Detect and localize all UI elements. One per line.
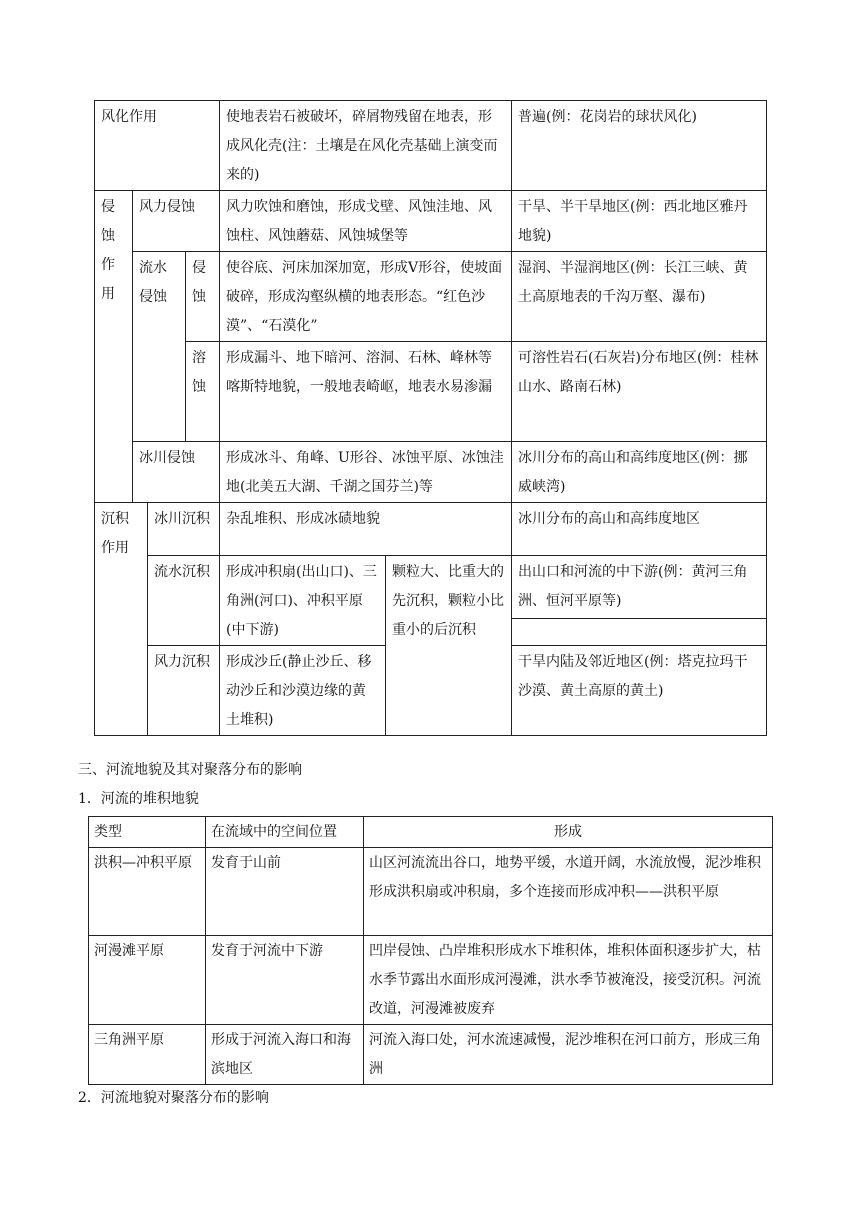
table-row <box>95 101 767 191</box>
solution-distribution: 可溶性岩石(石灰岩)分布地区(例：桂林山水、路南石林) <box>512 342 767 442</box>
solution-effect: 形成漏斗、地下暗河、溶洞、石林、峰林等喀斯特地貌，一般地表崎岖，地表水易渗漏 <box>220 342 512 442</box>
row-formation: 凹岸侵蚀、凸岸堆积形成水下堆积体，堆积体面积逐步扩大，枯水季节露出水面形成河漫滩，洪水季节被淹没，接受沉积。河流改道，河漫滩被废弃 <box>364 936 773 1025</box>
table-row <box>89 936 773 1025</box>
water-deposition-distribution: 出山口和河流的中下游(例：黄河三角洲、恒河平原等) <box>512 556 767 619</box>
glacier-deposition-label: 冰川沉积 <box>148 503 220 556</box>
section-heading: 三、河流地貌及其对聚落分布的影响 <box>78 762 302 778</box>
table-row <box>95 342 767 442</box>
water-erosion-distribution: 湿润、半湿润地区(例：长江三峡、黄土高原地表的千沟万壑、瀑布) <box>512 252 767 342</box>
wind-erosion-label: 风力侵蚀 <box>133 191 220 252</box>
table-row <box>95 252 767 342</box>
glacier-erosion-label: 冰川侵蚀 <box>133 442 220 503</box>
row-formation: 山区河流流出谷口，地势平缓，水道开阔，水流放慢，泥沙堆积形成洪积扇或冲积扇，多个连接而形成冲积——洪积平原 <box>364 848 773 936</box>
table-row <box>95 556 767 619</box>
wind-erosion-distribution: 干旱、半干旱地区(例：西北地区雅丹地貌) <box>512 191 767 252</box>
water-deposition-label: 流水沉积 <box>148 556 220 646</box>
weathering-effect: 使地表岩石被破坏，碎屑物残留在地表，形成风化壳(注：土壤是在风化壳基础上演变而来的) <box>220 101 512 191</box>
row-position: 发育于河流中下游 <box>206 936 364 1025</box>
subsection-heading-1: 1．河流的堆积地貌 <box>78 791 199 807</box>
wind-deposition-label: 风力沉积 <box>148 646 220 736</box>
header-type: 类型 <box>89 817 206 848</box>
row-type: 洪积—冲积平原 <box>89 848 206 936</box>
table-row <box>89 848 773 936</box>
glacier-erosion-distribution: 冰川分布的高山和高纬度地区(例：挪威峡湾) <box>512 442 767 503</box>
water-deposition-distribution-spacer <box>512 619 767 646</box>
subsection-heading-2: 2．河流地貌对聚落分布的影响 <box>78 1090 269 1106</box>
weathering-distribution: 普遍(例：花岗岩的球状风化) <box>512 101 767 191</box>
water-deposition-effect: 形成冲积扇(出山口)、三角洲(河口)、冲积平原(中下游) <box>220 556 386 646</box>
glacier-deposition-effect: 杂乱堆积、形成冰碛地貌 <box>220 503 512 556</box>
row-position: 发育于山前 <box>206 848 364 936</box>
wind-deposition-effect: 形成沙丘(静止沙丘、移动沙丘和沙漠边缘的黄土堆积) <box>220 646 386 736</box>
table-row <box>95 191 767 252</box>
glacier-deposition-distribution: 冰川分布的高山和高纬度地区 <box>512 503 767 556</box>
row-formation: 河流入海口处，河水流速减慢，泥沙堆积在河口前方，形成三角洲 <box>364 1025 773 1085</box>
wind-deposition-distribution: 干旱内陆及邻近地区(例：塔克拉玛干沙漠、黄土高原的黄土) <box>512 646 767 736</box>
deposition-shared-note: 颗粒大、比重大的先沉积，颗粒小比重小的后沉积 <box>386 556 512 736</box>
header-formation: 形成 <box>364 817 773 848</box>
table-header-row <box>89 817 773 848</box>
river-landforms-table <box>88 816 773 1085</box>
water-erosion-effect: 使谷底、河床加深加宽，形成V形谷，使坡面破碎，形成沟壑纵横的地表形态。“红色沙漠”、“石漠化” <box>220 252 512 342</box>
weathering-label: 风化作用 <box>95 101 220 191</box>
water-erosion-label: 流水侵蚀 <box>133 252 186 442</box>
geologic-processes-table <box>94 100 767 736</box>
table-row <box>89 1025 773 1085</box>
wind-erosion-effect: 风力吹蚀和磨蚀，形成戈壁、风蚀洼地、风蚀柱、风蚀蘑菇、风蚀城堡等 <box>220 191 512 252</box>
glacier-erosion-effect: 形成冰斗、角峰、U形谷、冰蚀平原、冰蚀洼地(北美五大湖、千湖之国芬兰)等 <box>220 442 512 503</box>
row-position: 形成于河流入海口和海滨地区 <box>206 1025 364 1085</box>
table-row <box>95 442 767 503</box>
erosion-label: 侵蚀作用 <box>95 191 133 503</box>
solution-label: 溶蚀 <box>186 342 220 442</box>
table-row <box>95 503 767 556</box>
row-type: 三角洲平原 <box>89 1025 206 1085</box>
deposition-label: 沉积作用 <box>95 503 148 736</box>
water-erosion-sub-label: 侵蚀 <box>186 252 220 342</box>
row-type: 河漫滩平原 <box>89 936 206 1025</box>
header-position: 在流域中的空间位置 <box>206 817 364 848</box>
